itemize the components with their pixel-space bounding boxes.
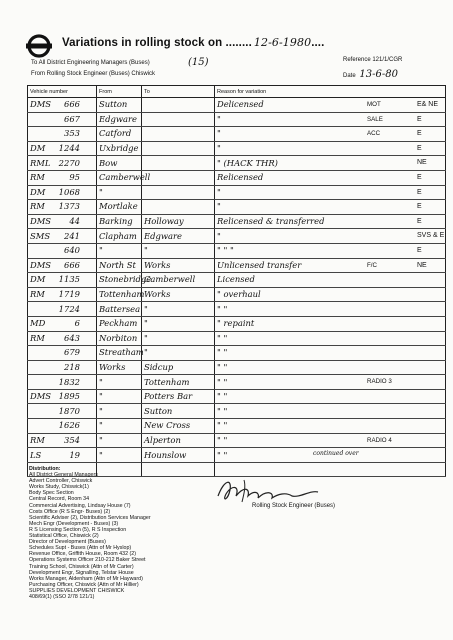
from-cell: "	[97, 448, 142, 463]
to-cell	[142, 127, 215, 142]
distribution-item: Director of Development (Buses)	[29, 539, 106, 546]
vehicle-number-cell	[28, 214, 97, 229]
to-cell	[142, 170, 215, 185]
title-date: 12-6-1980	[253, 36, 312, 49]
reason-cell	[215, 200, 446, 215]
district-code: SVS & E	[417, 232, 445, 240]
to-cell	[142, 185, 215, 200]
distribution-item: Schedules Supt - Buses (Attn of Mr Hyslop)	[29, 545, 132, 552]
table-row	[28, 404, 446, 419]
reason-text: "	[217, 230, 221, 241]
reason-cell	[215, 214, 446, 229]
distribution-item: Statistical Office, Chiswick (2)	[29, 533, 99, 540]
reason-text: Delicensed	[217, 99, 264, 110]
vehicle-class: DMS	[30, 259, 52, 270]
district-code: E	[417, 130, 422, 138]
to-cell: Edgware	[142, 229, 215, 244]
from-cell: Catford	[97, 127, 142, 142]
vehicle-number-cell	[28, 229, 97, 244]
distribution-item: Revenue Office, Griffith House, Room 432 (2)	[29, 551, 136, 558]
to-cell	[142, 156, 215, 171]
from-cell: "	[97, 433, 142, 448]
reason-cell	[215, 229, 446, 244]
reason-cell	[215, 141, 446, 156]
col-to: To	[142, 86, 215, 98]
table-row	[28, 360, 446, 375]
reason-cell	[215, 360, 446, 375]
vehicle-fleet-number: 6	[74, 318, 80, 329]
vehicle-number-cell	[28, 156, 97, 171]
vehicle-fleet-number: 643	[64, 332, 80, 343]
vehicle-number-cell	[28, 243, 97, 258]
distribution-heading: Distribution:	[29, 466, 61, 472]
to-cell: Camberwell	[142, 273, 215, 288]
vehicle-fleet-number: 2270	[58, 157, 80, 168]
table-row	[28, 302, 446, 317]
col-from: From	[97, 86, 142, 98]
to-cell: Alperton	[142, 433, 215, 448]
vehicle-number-cell	[28, 170, 97, 185]
reason-text: " "	[217, 303, 228, 314]
table-row	[28, 433, 446, 448]
district-code: NE	[417, 261, 427, 269]
reason-note: RADIO 3	[367, 378, 392, 386]
distribution-item: Works Manager, Aldenham (Attn of Mr Hayward)	[29, 575, 143, 582]
vehicle-fleet-number: 1626	[58, 420, 80, 431]
reason-text: " overhaul	[217, 289, 261, 300]
vehicle-number-cell	[28, 448, 97, 463]
from-cell: "	[97, 243, 142, 258]
district-code: E	[417, 203, 422, 211]
vehicle-class: LS	[30, 449, 42, 460]
distribution-item: Works Study, Chiswick(1)	[29, 484, 89, 491]
district-code: E& NE	[417, 101, 439, 108]
vehicle-fleet-number: 354	[64, 434, 80, 445]
vehicle-fleet-number: 666	[64, 259, 80, 270]
from-cell: Peckham	[97, 316, 142, 331]
reason-text: " "	[217, 391, 228, 402]
reason-text: "	[217, 128, 221, 139]
reason-cell	[215, 156, 446, 171]
vehicle-class: DMS	[30, 99, 52, 110]
vehicle-number-cell	[28, 258, 97, 273]
from-cell: Mortlake	[97, 200, 142, 215]
variations-table	[27, 85, 446, 477]
table-row	[28, 258, 446, 273]
to-cell	[142, 98, 215, 113]
reason-cell	[215, 273, 446, 288]
vehicle-class: DM	[30, 143, 46, 154]
table-row	[28, 170, 446, 185]
reason-note: SALE	[367, 115, 383, 123]
from-cell: Bow	[97, 156, 142, 171]
reason-text: " (HACK THR)	[217, 157, 278, 168]
distribution-item: 408/69(1) (SSO 2/78 121/1)	[29, 593, 95, 600]
vehicle-class: DM	[30, 186, 46, 197]
vehicle-number-cell	[28, 375, 97, 390]
to-cell: Hounslow	[142, 448, 215, 463]
reason-cell	[215, 316, 446, 331]
to-cell: Works	[142, 258, 215, 273]
reason-text: Licensed	[217, 274, 255, 285]
vehicle-number-cell	[28, 185, 97, 200]
reason-text: Relicensed & transferred	[217, 216, 325, 227]
vehicle-fleet-number: 679	[64, 347, 80, 358]
vehicle-number-cell	[28, 127, 97, 142]
vehicle-fleet-number: 1719	[58, 289, 80, 300]
reason-text: " repaint	[217, 318, 255, 329]
table-row	[28, 185, 446, 200]
to-cell: "	[142, 316, 215, 331]
vehicle-number-cell	[28, 141, 97, 156]
table-row	[28, 448, 446, 463]
vehicle-fleet-number: 1068	[58, 186, 80, 197]
vehicle-number-cell	[28, 404, 97, 419]
vehicle-number-cell	[28, 331, 97, 346]
vehicle-fleet-number: 1832	[58, 376, 80, 387]
to-cell: "	[142, 243, 215, 258]
reason-cell	[215, 258, 446, 273]
reason-cell	[215, 112, 446, 127]
handwritten-note: (15)	[188, 57, 209, 68]
reason-text: "	[217, 201, 221, 212]
from-cell: "	[97, 419, 142, 434]
title-text: Variations in rolling stock on	[62, 37, 223, 49]
to-cell: "	[142, 331, 215, 346]
vehicle-number-cell	[28, 112, 97, 127]
district-code: E	[417, 246, 422, 254]
from-cell: Tottenham	[97, 287, 142, 302]
to-cell: Potters Bar	[142, 389, 215, 404]
reason-text: "	[217, 113, 221, 124]
table-row	[28, 316, 446, 331]
vehicle-class: DM	[30, 274, 46, 285]
distribution-item: R S Licensing Section (5), R S Inspection	[29, 526, 127, 533]
reason-cell	[215, 419, 446, 434]
from-cell: "	[97, 389, 142, 404]
vehicle-fleet-number: 44	[69, 216, 80, 227]
title-dots: ........	[225, 37, 252, 49]
continued-note: continued over	[313, 450, 359, 457]
district-code: NE	[417, 159, 427, 167]
vehicle-number-cell	[28, 200, 97, 215]
vehicle-number-cell	[28, 287, 97, 302]
table-row	[28, 331, 446, 346]
from-cell: Sutton	[97, 98, 142, 113]
reason-cell	[215, 98, 446, 113]
to-cell	[142, 141, 215, 156]
reason-cell	[215, 302, 446, 317]
to-cell: New Cross	[142, 419, 215, 434]
reference: Reference 121/1/CGR	[343, 57, 403, 63]
vehicle-class: RML	[30, 157, 51, 168]
from-cell: "	[97, 404, 142, 419]
vehicle-fleet-number: 667	[64, 113, 80, 124]
table-row	[28, 141, 446, 156]
from-cell: Barking	[97, 214, 142, 229]
distribution-item: Development Engr, Signalling, Telstar House	[29, 569, 134, 576]
distribution-item: Advert Controller, Chiswick	[29, 478, 93, 485]
reason-text: " "	[217, 361, 228, 372]
vehicle-number-cell	[28, 273, 97, 288]
reason-text: " " "	[217, 245, 234, 256]
from-cell: Battersea	[97, 302, 142, 317]
vehicle-number-cell	[28, 316, 97, 331]
reason-cell	[215, 346, 446, 361]
reason-text: " "	[217, 405, 228, 416]
vehicle-number-cell	[28, 433, 97, 448]
reason-cell	[215, 375, 446, 390]
reason-text: " "	[217, 420, 228, 431]
table-row	[28, 273, 446, 288]
vehicle-fleet-number: 640	[64, 245, 80, 256]
distribution-item: Commercial Advertising, Lindsay House (7)	[29, 502, 131, 509]
date-field	[343, 69, 398, 80]
from-cell: Camberwell	[97, 170, 142, 185]
reason-cell	[215, 243, 446, 258]
reason-text: "	[217, 143, 221, 154]
district-code: E	[417, 173, 422, 181]
reason-cell	[215, 127, 446, 142]
vehicle-number-cell	[28, 302, 97, 317]
distribution-item: Purchasing Officer, Chiswick (Attn of Mr Hillier)	[29, 581, 139, 588]
vehicle-number-cell	[28, 346, 97, 361]
table-row	[28, 419, 446, 434]
to-cell: "	[142, 346, 215, 361]
vehicle-fleet-number: 1724	[58, 303, 80, 314]
vehicle-fleet-number: 218	[64, 361, 80, 372]
from-cell: "	[97, 375, 142, 390]
vehicle-number-cell	[28, 98, 97, 113]
district-code: E	[417, 188, 422, 196]
vehicle-class: DMS	[30, 391, 52, 402]
reason-text: " "	[217, 449, 228, 460]
reason-note: F/C	[367, 261, 377, 269]
reason-text: " "	[217, 332, 228, 343]
vehicle-class: SMS	[30, 230, 51, 241]
table-row	[28, 287, 446, 302]
distribution-item: SUPPLIES DEVELOPMENT CHISWICK	[29, 587, 125, 594]
reason-text: Relicensed	[217, 172, 264, 183]
vehicle-fleet-number: 95	[69, 172, 80, 183]
table-row	[28, 156, 446, 171]
from-cell: Uxbridge	[97, 141, 142, 156]
vehicle-class: RM	[30, 201, 45, 212]
from-cell: Norbiton	[97, 331, 142, 346]
title-dots-end: ....	[311, 37, 325, 49]
from-cell: Clapham	[97, 229, 142, 244]
vehicle-fleet-number: 241	[64, 230, 80, 241]
distribution-item: All District General Managers	[29, 472, 98, 479]
table-row	[28, 112, 446, 127]
to-cell: Holloway	[142, 214, 215, 229]
vehicle-fleet-number: 1895	[58, 391, 80, 402]
vehicle-fleet-number: 1135	[58, 274, 80, 285]
vehicle-class: RM	[30, 172, 45, 183]
table-row	[28, 200, 446, 215]
district-code: E	[417, 217, 422, 225]
vehicle-class: RM	[30, 332, 45, 343]
distribution-item: Mech Engr (Development - Buses) (3)	[29, 520, 119, 527]
reason-cell	[215, 170, 446, 185]
reason-cell	[215, 331, 446, 346]
form-title	[62, 36, 324, 49]
vehicle-fleet-number: 1373	[58, 201, 80, 212]
from-cell: Works	[97, 360, 142, 375]
reason-cell	[215, 287, 446, 302]
reason-note: MOT	[367, 101, 381, 108]
reason-text: "	[217, 186, 221, 197]
distribution-item: Central Record, Room 34	[29, 496, 90, 503]
distribution-item: Costs Office (R S Engr- Buses) (2)	[29, 508, 111, 515]
vehicle-number-cell	[28, 360, 97, 375]
district-code: E	[417, 144, 422, 152]
reason-text: " "	[217, 347, 228, 358]
vehicle-fleet-number: 1870	[58, 405, 80, 416]
distribution-item: Body Spec Section	[29, 490, 74, 497]
from-cell: "	[97, 185, 142, 200]
from-cell: Edgware	[97, 112, 142, 127]
vehicle-fleet-number: 19	[69, 449, 80, 460]
vehicle-number-cell	[28, 389, 97, 404]
table-row	[28, 375, 446, 390]
to-cell: "	[142, 302, 215, 317]
table-row	[28, 243, 446, 258]
date-label: Date	[343, 73, 356, 79]
from-cell: Stonebridge	[97, 273, 142, 288]
roundel-logo	[26, 33, 52, 59]
from-cell: North St	[97, 258, 142, 273]
distribution-item: Scientific Adviser (2), Distribution Services Manager	[29, 514, 151, 521]
signature-caption: Rolling Stock Engineer (Buses)	[252, 503, 336, 509]
reason-cell	[215, 433, 446, 448]
table-row	[28, 98, 446, 113]
vehicle-number-cell	[28, 419, 97, 434]
vehicle-class: MD	[30, 318, 46, 329]
vehicle-fleet-number: 1244	[58, 143, 80, 154]
vehicle-class: DMS	[30, 216, 52, 227]
table-row	[28, 389, 446, 404]
reason-cell	[215, 185, 446, 200]
col-reason: Reason for variation	[215, 86, 446, 98]
to-cell	[142, 200, 215, 215]
table-row	[28, 346, 446, 361]
vehicle-class: RM	[30, 434, 45, 445]
reason-text: Unlicensed transfer	[217, 259, 302, 270]
vehicle-fleet-number: 353	[64, 128, 80, 139]
reason-note: RADIO 4	[367, 436, 392, 444]
to-cell	[142, 462, 215, 477]
to-cell	[142, 112, 215, 127]
to-line: To All District Engineering Managers (Buses)	[31, 60, 150, 66]
from-cell: Streatham	[97, 346, 142, 361]
to-cell: Tottenham	[142, 375, 215, 390]
date-value: 13-6-80	[359, 69, 398, 80]
vehicle-fleet-number: 666	[64, 99, 80, 110]
distribution-item: Operations Systems Officer 210-212 Baker Street	[29, 557, 146, 564]
col-vehicle-number: Vehicle number	[28, 86, 97, 98]
reason-cell	[215, 389, 446, 404]
reason-text: " "	[217, 434, 228, 445]
to-cell: Sutton	[142, 404, 215, 419]
table-header	[28, 86, 446, 98]
distribution-list	[29, 466, 151, 600]
reason-text: " "	[217, 376, 228, 387]
from-line: From Rolling Stock Engineer (Buses) Chiswick	[31, 71, 156, 77]
reason-cell	[215, 404, 446, 419]
to-cell: Sidcup	[142, 360, 215, 375]
table-row	[28, 127, 446, 142]
district-code: E	[417, 115, 422, 123]
distribution-item: Training School, Chiswick (Attn of Mr Carter)	[29, 563, 134, 570]
table-row	[28, 229, 446, 244]
reason-note: ACC	[367, 130, 381, 138]
to-cell: Works	[142, 287, 215, 302]
vehicle-class: RM	[30, 289, 45, 300]
table-row	[28, 214, 446, 229]
